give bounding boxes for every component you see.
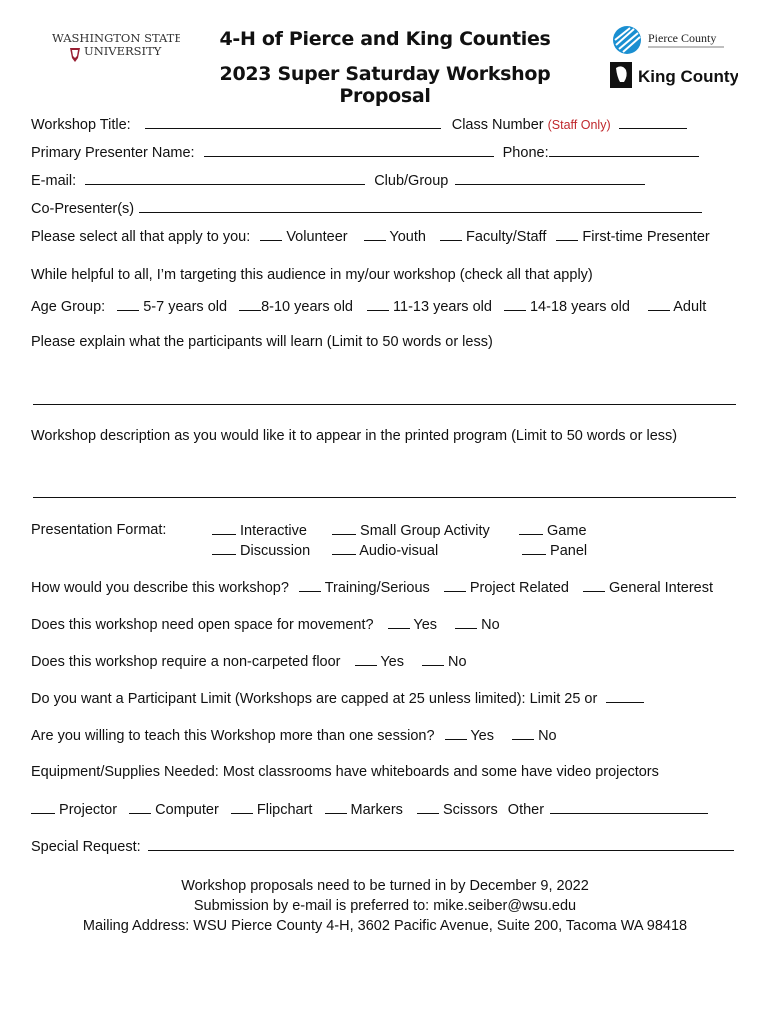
- class-number-field[interactable]: [619, 116, 687, 129]
- open-space-label: Does this workshop need open space for movement?: [31, 617, 374, 633]
- special-request-label: Special Request:: [31, 839, 141, 855]
- king-county-mlk-icon: [610, 62, 632, 88]
- pierce-county-logo: [612, 25, 732, 57]
- floor-no: No: [448, 654, 467, 670]
- training-serious-checkbox[interactable]: [299, 579, 321, 592]
- king-county-text: King County: [638, 67, 738, 86]
- adult-option: Adult: [673, 299, 707, 315]
- row-email: [31, 172, 645, 189]
- floor-yes-checkbox[interactable]: [355, 653, 377, 666]
- special-request-field[interactable]: [148, 838, 734, 851]
- format-discussion-row: [212, 542, 310, 559]
- pierce-county-globe-icon: [613, 26, 641, 54]
- projector-option: Projector: [59, 802, 118, 818]
- row-equipment-options: [31, 801, 708, 818]
- other-field[interactable]: [550, 801, 708, 814]
- training-serious-option: Training/Serious: [324, 580, 430, 596]
- description-prompt: Workshop description as you would like it to appear in the printed program (Limit to 50 words or less): [31, 428, 678, 444]
- volunteer-option: Volunteer: [286, 229, 348, 245]
- open-space-yes-checkbox[interactable]: [388, 616, 410, 629]
- interactive-option: Interactive: [240, 523, 307, 539]
- projector-checkbox[interactable]: [31, 801, 55, 814]
- age-14-18-checkbox[interactable]: [504, 298, 526, 311]
- learn-prompt: Please explain what the participants will learn (Limit to 50 words or less): [31, 334, 493, 350]
- small-group-option: Small Group Activity: [360, 523, 490, 539]
- sessions-yes-checkbox[interactable]: [445, 727, 467, 740]
- learn-answer-line[interactable]: [33, 404, 736, 405]
- sessions-no-checkbox[interactable]: [512, 727, 534, 740]
- workshop-title-field[interactable]: [145, 116, 441, 129]
- scissors-option: Scissors: [442, 802, 498, 818]
- flipchart-checkbox[interactable]: [231, 801, 253, 814]
- general-interest-checkbox[interactable]: [583, 579, 605, 592]
- small-group-checkbox[interactable]: [332, 522, 356, 535]
- row-age-group: [31, 298, 706, 315]
- page-title-line1: 4-H of Pierce and King Counties: [219, 28, 551, 50]
- co-presenters-field[interactable]: [139, 200, 702, 213]
- primary-presenter-label: Primary Presenter Name:: [31, 145, 195, 161]
- first-time-presenter-option: First-time Presenter: [582, 229, 710, 245]
- limit-field[interactable]: [606, 690, 644, 703]
- faculty-staff-option: Faculty/Staff: [466, 229, 547, 245]
- club-group-field[interactable]: [455, 172, 645, 185]
- age-8-10-option: 8-10 years old: [261, 299, 353, 315]
- floor-no-checkbox[interactable]: [422, 653, 444, 666]
- age-group-label: Age Group:: [31, 299, 106, 315]
- age-11-13-option: 11-13 years old: [393, 299, 492, 315]
- audience-intro: While helpful to all, I’m targeting this audience in my/our workshop (check all that apply): [31, 267, 593, 283]
- age-5-7-checkbox[interactable]: [117, 298, 139, 311]
- wsu-logo-line1: WASHINGTON STATE: [52, 31, 180, 45]
- row-describe: [31, 579, 713, 596]
- row-primary-presenter: [31, 144, 699, 161]
- sessions-yes: Yes: [470, 728, 494, 744]
- audio-visual-option: Audio-visual: [359, 543, 439, 559]
- row-limit: [31, 690, 644, 707]
- adult-checkbox[interactable]: [648, 298, 670, 311]
- format-panel-row: [522, 542, 587, 559]
- open-space-no: No: [481, 617, 500, 633]
- other-label: Other: [507, 802, 545, 818]
- flipchart-option: Flipchart: [256, 802, 313, 818]
- youth-checkbox[interactable]: [364, 228, 386, 241]
- volunteer-checkbox[interactable]: [260, 228, 282, 241]
- interactive-checkbox[interactable]: [212, 522, 236, 535]
- primary-presenter-field[interactable]: [204, 144, 494, 157]
- footer-email: Submission by e-mail is preferred to: mike.seiber@wsu.edu: [193, 898, 577, 914]
- email-field[interactable]: [85, 172, 365, 185]
- discussion-option: Discussion: [240, 543, 311, 559]
- describe-label: How would you describe this workshop?: [31, 580, 289, 596]
- format-small-group-row: [332, 522, 490, 539]
- page-title-line2: 2023 Super Saturday Workshop Proposal: [219, 63, 551, 107]
- panel-option: Panel: [550, 543, 588, 559]
- cougar-head-icon: [70, 48, 80, 62]
- phone-label: Phone:: [502, 145, 549, 161]
- audio-visual-checkbox[interactable]: [332, 542, 356, 555]
- format-game-row: [519, 522, 587, 539]
- row-floor: [31, 653, 467, 670]
- row-co-presenters: [31, 200, 702, 217]
- class-number-label: Class Number: [451, 117, 544, 133]
- co-presenters-label: Co-Presenter(s): [31, 201, 135, 217]
- footer-deadline: Workshop proposals need to be turned in by December 9, 2022: [181, 878, 589, 894]
- markers-checkbox[interactable]: [325, 801, 347, 814]
- apply-label: Please select all that apply to you:: [31, 229, 251, 245]
- project-related-option: Project Related: [469, 580, 569, 596]
- footer-address: Mailing Address: WSU Pierce County 4-H, 3602 Pacific Avenue, Suite 200, Tacoma WA 98418: [82, 918, 688, 934]
- age-14-18-option: 14-18 years old: [529, 299, 630, 315]
- wsu-logo: [50, 30, 180, 70]
- faculty-staff-checkbox[interactable]: [440, 228, 462, 241]
- pierce-county-text: Pierce County: [648, 31, 717, 45]
- sessions-label: Are you willing to teach this Workshop more than one session?: [31, 728, 435, 744]
- phone-field[interactable]: [549, 144, 699, 157]
- discussion-checkbox[interactable]: [212, 542, 236, 555]
- open-space-yes: Yes: [413, 617, 438, 633]
- equipment-label: Equipment/Supplies Needed: Most classrooms have whiteboards and some have video projectors: [31, 764, 659, 780]
- computer-checkbox[interactable]: [129, 801, 151, 814]
- general-interest-option: General Interest: [609, 580, 714, 596]
- email-label: E-mail:: [31, 173, 77, 189]
- row-special-request: [31, 838, 734, 855]
- computer-option: Computer: [155, 802, 219, 818]
- panel-checkbox[interactable]: [522, 542, 546, 555]
- row-apply: [31, 228, 710, 245]
- youth-option: Youth: [389, 229, 426, 245]
- format-label: Presentation Format:: [31, 522, 167, 538]
- scissors-checkbox[interactable]: [417, 801, 439, 814]
- open-space-no-checkbox[interactable]: [455, 616, 477, 629]
- staff-only-note: (Staff Only): [547, 118, 611, 132]
- workshop-title-label: Workshop Title:: [31, 117, 131, 133]
- project-related-checkbox[interactable]: [444, 579, 466, 592]
- sessions-no: No: [538, 728, 557, 744]
- description-answer-line[interactable]: [33, 497, 736, 498]
- floor-yes: Yes: [380, 654, 404, 670]
- age-5-7-option: 5-7 years old: [143, 299, 228, 315]
- row-sessions: [31, 727, 557, 744]
- first-time-presenter-checkbox[interactable]: [556, 228, 578, 241]
- row-workshop-title: [31, 116, 687, 133]
- age-8-10-checkbox[interactable]: [239, 298, 261, 311]
- format-interactive-row: [212, 522, 307, 539]
- age-11-13-checkbox[interactable]: [367, 298, 389, 311]
- game-option: Game: [547, 523, 587, 539]
- floor-label: Does this workshop require a non-carpeted floor: [31, 654, 341, 670]
- limit-label: Do you want a Participant Limit (Workshops are capped at 25 unless limited): Limit 25 or: [31, 691, 598, 707]
- format-audio-visual-row: [332, 542, 438, 559]
- wsu-logo-line2: UNIVERSITY: [84, 44, 162, 58]
- markers-option: Markers: [350, 802, 403, 818]
- game-checkbox[interactable]: [519, 522, 543, 535]
- row-open-space: [31, 616, 500, 633]
- club-group-label: Club/Group: [374, 173, 449, 189]
- king-county-logo: [608, 60, 738, 92]
